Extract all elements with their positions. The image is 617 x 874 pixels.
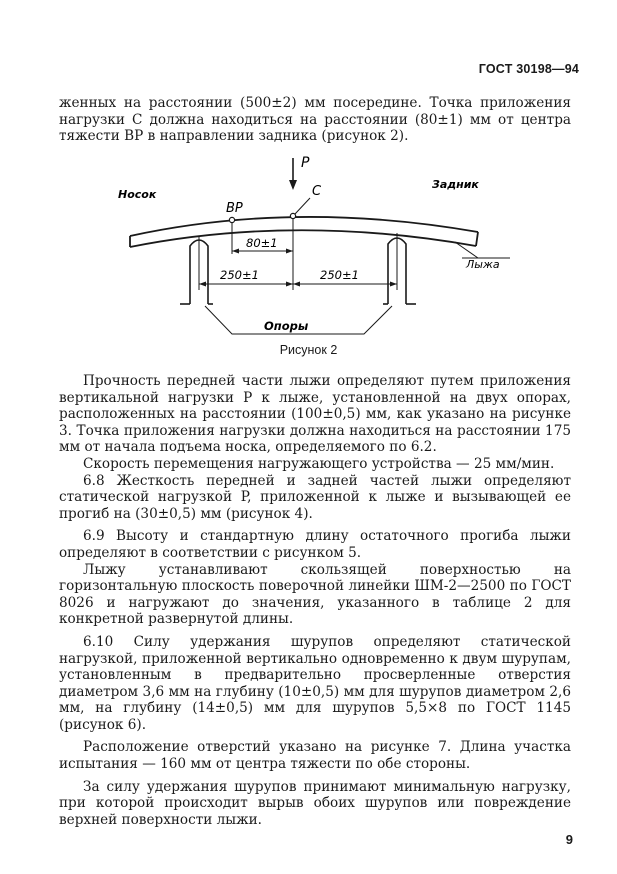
paragraph-holes: Расположение отверстий указано на рисунке 7. Длина участка испытания — 160 мм от центра тяжести по обе стороны. [59, 739, 571, 773]
dim-250-left-label: 250±1 [220, 268, 259, 282]
supports-label: Опоры [264, 319, 309, 333]
paragraph-6-8: 6.8 Жесткость передней и задней частей лыжи определяют статической нагрузкой P, приложенной к лыже и вызывающей ее прогиб на (30±0,5) мм (рисунок 4). [59, 472, 571, 522]
paragraph-6-10: 6.10 Силу удержания шурупов определяют статической нагрузкой, приложенной вертикально одновременно к двум шурупам, установленным в предварительно просверленные отверстия диаметром 3,6 мм на глубину (10±0,5) мм для шурупов диаметром 2,6 мм, на глубину (14±0,5) мм для шурупов 5,5×8 по ГОСТ 1145 (рисунок 6). [59, 633, 571, 733]
intro-text-block [59, 95, 571, 145]
paragraph-6-9: 6.9 Высоту и стандартную длину остаточного прогиба лыжи определяют в соответствии с рисунком 5. [59, 528, 571, 561]
heel-label: Задник [432, 178, 479, 191]
point-bp-marker [229, 217, 234, 222]
paragraph-speed: Скорость перемещения нагружающего устройства — 25 мм/мин. [83, 455, 555, 472]
load-label: P [301, 155, 310, 171]
dim-250-right-label: 250±1 [320, 268, 359, 282]
page-header: ГОСТ 30198—94 [478, 62, 579, 76]
figure-caption: Рисунок 2 [279, 343, 338, 357]
paragraph-holding-force: За силу удержания шурупов принимают минимальную нагрузку, при которой происходит вырыв обоих шурупов или повреждение верхней поверхности лыжи. [59, 778, 571, 828]
page-number: 9 [565, 832, 573, 847]
intro-paragraph: женных на расстоянии (500±2) мм посередине. Точка приложения нагрузки C должна находиться на расстоянии (80±1) мм от центра тяжести BP в направлении задника (рисунок 2). [59, 95, 571, 145]
paragraph-strength: Прочность передней части лыжи определяют путем приложения вертикальной нагрузки P к лыже, установленной на двух опорах, расположенных на расстоянии (100±0,5) мм, как указано на рисунке 3. Точка приложения нагрузки должна находиться на расстоянии 175 мм от начала подъема носка, определяемого по 6.2. [59, 373, 571, 456]
figure-2-diagram [0, 150, 617, 340]
toe-label: Носок [118, 188, 157, 201]
point-bp-label: BP [226, 201, 243, 216]
point-c-marker [290, 213, 295, 218]
body-text-block [59, 373, 571, 828]
ski-label: Лыжа [466, 258, 500, 271]
point-c-label: C [312, 184, 322, 199]
ski-bottom-edge [130, 230, 476, 247]
ski-top-edge [130, 217, 478, 236]
load-arrow-head [289, 180, 297, 190]
paragraph-ruler: Лыжу устанавливают скользящей поверхностью на горизонтальную плоскость поверочной линейки ШМ-2—2500 по ГОСТ 8026 и нагружают до значения, указанного в таблице 2 для конкретной развернутой длины. [59, 561, 571, 628]
dim-80-label: 80±1 [246, 236, 278, 250]
